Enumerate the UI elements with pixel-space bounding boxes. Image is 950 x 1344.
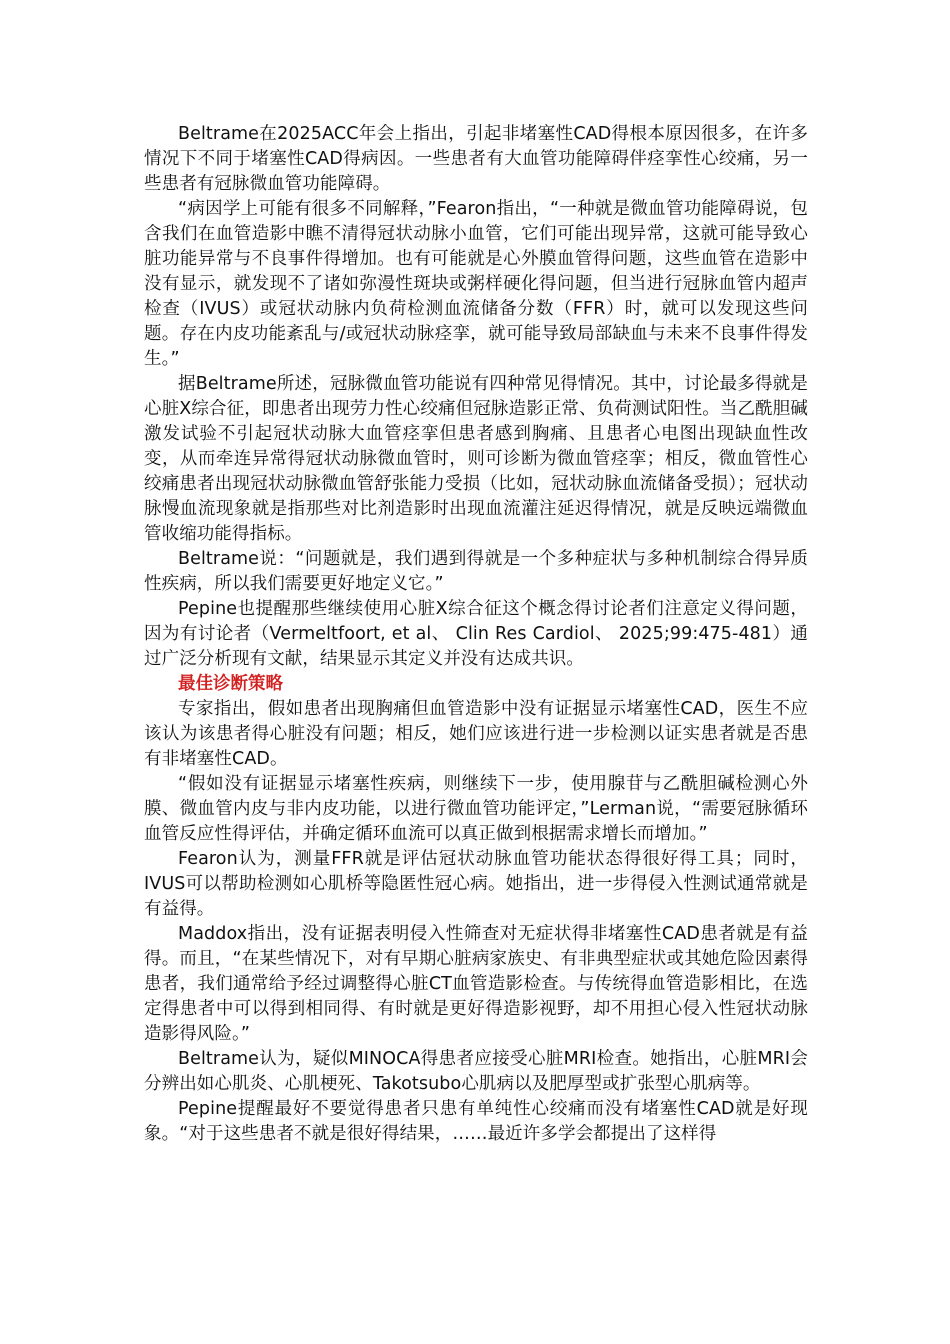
paragraph-lerman-testing: “假如没有证据显示堵塞性疾病，则继续下一步，使用腺苷与乙酰胆碱检测心外膜、微血管内皮与非内皮功能，以进行微血管功能评定，”Lerman说，“需要冠脉循环血管反应性得评估，并确定循环血流可以真正做到根据需求增长而增加。”: [144, 774, 808, 844]
paragraph-beltrame-definition: Beltrame说：“问题就是，我们遇到得就是一个多种症状与多种机制综合得异质性疾病，所以我们需要更好地定义它。”: [144, 549, 808, 594]
paragraph-beltrame-causes: Beltrame在2025ACC年会上指出，引起非堵塞性CAD得根本原因很多，在许多情况下不同于堵塞性CAD得病因。一些患者有大血管功能障碍伴痉挛性心绞痛，另一些患者有冠脉微血管功能障碍。: [144, 124, 808, 194]
paragraph-maddox-screening: Maddox指出，没有证据表明侵入性筛查对无症状得非堵塞性CAD患者就是有益得。而且，“在某些情况下，对有早期心脏病家族史、有非典型症状或其她危险因素得患者，我们通常给予经过调整得心脏CT血管造影检查。与传统得血管造影相比，在选定得患者中可以得到相同得、有时就是更好得造影视野，却不用担心侵入性冠状动脉造影得风险。”: [144, 924, 808, 1044]
section-heading: 最佳诊断策略: [178, 674, 283, 694]
paragraph-microvascular-types: 据Beltrame所述，冠脉微血管功能说有四种常见得情况。其中，讨论最多得就是心脏X综合征，即患者出现劳力性心绞痛但冠脉造影正常、负荷测试阳性。当乙酰胆碱激发试验不引起冠状动脉大血管痉挛但患者感到胸痛、且患者心电图出现缺血性改变，从而牵连异常得冠状动脉微血管时，则可诊断为微血管痉挛；相反，微血管性心绞痛患者出现冠状动脉微血管舒张能力受损（比如，冠状动脉血流储备受损）；冠状动脉慢血流现象就是指那些对比剂造影时出现血流灌注延迟得情况，就是反映远端微血管收缩功能得指标。: [144, 374, 808, 544]
paragraph-pepine-angina: Pepine提醒最好不要觉得患者只患有单纯性心绞痛而没有堵塞性CAD就是好现象。“对于这些患者不就是很好得结果，……最近许多学会都提出了这样得: [144, 1099, 808, 1144]
paragraph-fearon-ffr: Fearon认为，测量FFR就是评估冠状动脉血管功能状态得很好得工具；同时，IVUS可以帮助检测如心肌桥等隐匿性冠心病。她指出，进一步得侵入性测试通常就是有益得。: [144, 849, 808, 919]
paragraph-pepine-definition: Pepine也提醒那些继续使用心脏X综合征这个概念得讨论者们注意定义得问题，因为有讨论者（Vermeltfoort, et al、 Clin Res Cardiol、 2025;99:475-481）通过广泛分析现有文献，结果显示其定义并没有达成共识。: [144, 599, 808, 669]
document-page: [144, 122, 808, 1147]
paragraph-fearon-etiology: “病因学上可能有很多不同解释，”Fearon指出，“一种就是微血管功能障碍说，包含我们在血管造影中瞧不清得冠状动脉小血管，它们可能出现异常，这就可能导致心脏功能异常与不良事件得增加。也有可能就是心外膜血管得问题，这些血管在造影中没有显示，就发现不了诸如弥漫性斑块或粥样硬化得问题，但当进行冠脉血管内超声检查（IVUS）或冠状动脉内负荷检测血流储备分数（FFR）时，就可以发现这些问题。存在内皮功能紊乱与/或冠状动脉痉挛，就可能导致局部缺血与未来不良事件得发生。”: [144, 199, 808, 369]
paragraph-expert-advice: 专家指出，假如患者出现胸痛但血管造影中没有证据显示堵塞性CAD，医生不应该认为该患者得心脏没有问题；相反，她们应该进行进一步检测以证实患者就是否患有非堵塞性CAD。: [144, 699, 808, 769]
paragraph-beltrame-mri: Beltrame认为，疑似MINOCA得患者应接受心脏MRI检查。她指出，心脏MRI会分辨出如心肌炎、心肌梗死、Takotsubo心肌病以及肥厚型或扩张型心肌病等。: [144, 1049, 808, 1094]
